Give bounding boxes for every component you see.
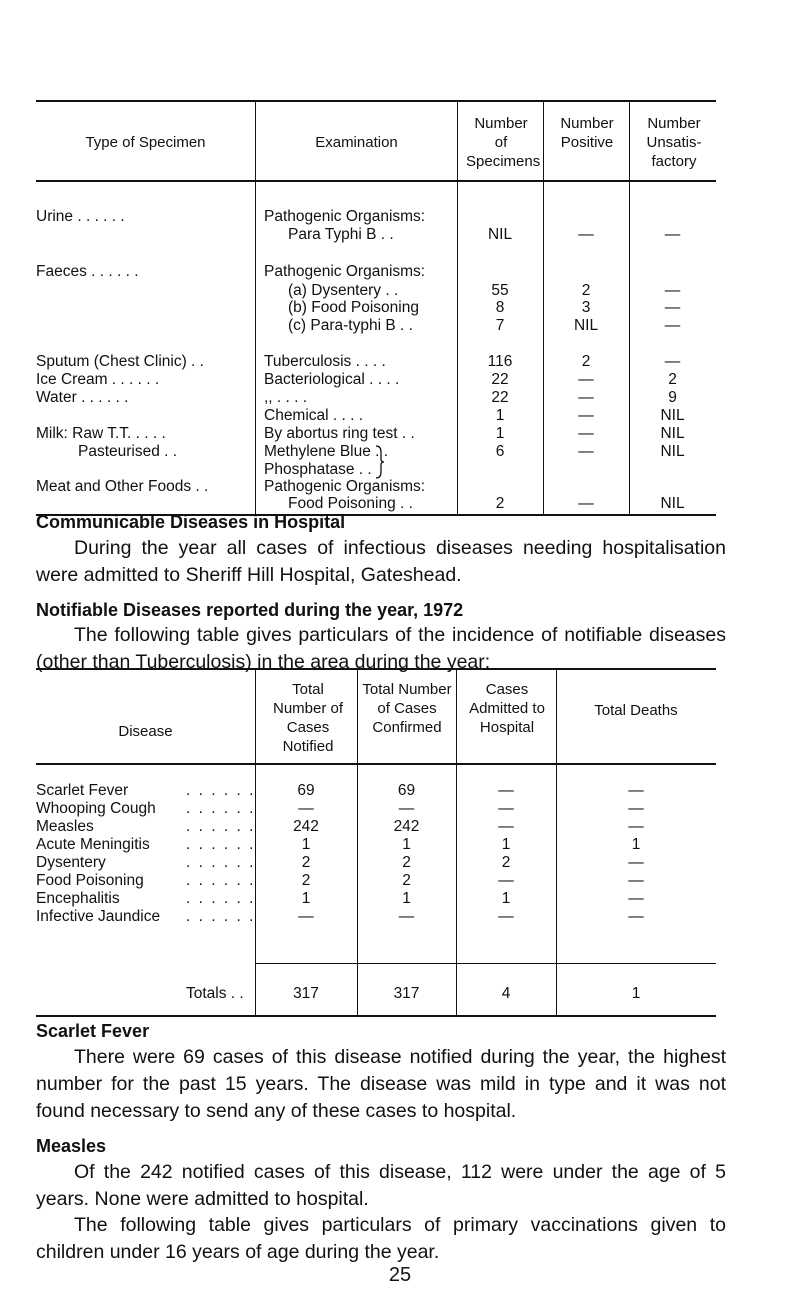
number-positive: —	[578, 226, 594, 243]
page-number: 25	[388, 1264, 412, 1286]
specimen-type: Urine . . . . . .	[36, 208, 125, 225]
header-rule	[36, 180, 716, 182]
disease-confirmed-cell: 242	[393, 818, 420, 835]
totals-rule	[255, 963, 716, 964]
disease-admitted-cell: —	[498, 818, 514, 835]
notifiable-section-text: The following table gives particulars of the incidence of notifiable diseases (other than Tuberculosis) in the area during the year:	[36, 624, 726, 673]
disease-name: Whooping Cough	[36, 800, 156, 817]
brace-icon	[374, 444, 386, 480]
header-examination: Examination	[315, 134, 398, 151]
number-positive: —	[578, 407, 594, 424]
totals-label: Totals . .	[186, 985, 244, 1002]
disease-confirmed-cell: 69	[397, 782, 416, 799]
leader-dots: . . . . . .	[186, 854, 256, 871]
leader-dots: . . . . . .	[186, 836, 256, 853]
disease-admitted-cell: —	[498, 872, 514, 889]
header-cases-notified: Total Number of Cases Notified	[272, 681, 344, 755]
disease-admitted-cell: 1	[501, 836, 511, 853]
disease-name: Food Poisoning	[36, 872, 144, 889]
scarlet-section-text: There were 69 cases of this disease notified during the year, the highest number for the past 15 years. The disease was mild in type and it was not found necessary to send any of these cases to hospital.	[36, 1046, 726, 1122]
number-of-specimens: 6	[495, 443, 505, 460]
examination: Phosphatase . .	[264, 461, 372, 478]
number-unsatisfactory: NIL	[660, 495, 685, 512]
examination-heading: Pathogenic Organisms:	[264, 478, 426, 495]
number-of-specimens: 22	[491, 389, 509, 406]
specimen-type: Meat and Other Foods . .	[36, 478, 209, 495]
total-admitted: 4	[501, 985, 511, 1002]
number-of-specimens: 116	[487, 353, 513, 370]
disease-deaths-cell: —	[628, 854, 644, 871]
number-unsatisfactory: —	[664, 317, 681, 334]
disease-name: Encephalitis	[36, 890, 120, 907]
specimen-type: Water . . . . . .	[36, 389, 129, 406]
leader-dots: . . . . . .	[186, 800, 256, 817]
header-disease: Disease	[118, 723, 173, 740]
examination: (c) Para-typhi B . .	[288, 317, 413, 334]
measles-section-title: Measles	[36, 1136, 107, 1156]
disease-confirmed-cell: 2	[402, 872, 411, 889]
number-of-specimens: 1	[495, 407, 505, 424]
disease-table	[36, 668, 716, 1017]
leader-dots: . . . . . .	[186, 908, 256, 925]
examination: Tuberculosis . . . .	[264, 353, 386, 370]
number-of-specimens: NIL	[487, 226, 513, 243]
measles-section-text: Of the 242 notified cases of this disease, 112 were under the age of 5 years. None were admitted to hospital.	[36, 1161, 726, 1210]
leader-dots: . . . . . .	[186, 872, 256, 889]
number-of-specimens: 2	[495, 495, 505, 512]
disease-name: Measles	[36, 818, 94, 835]
specimen-type: Sputum (Chest Clinic) . .	[36, 353, 204, 370]
hospital-section-text: During the year all cases of infectious diseases needing hospitalisation were admitted to Sheriff Hill Hospital, Gateshead.	[36, 537, 726, 586]
examination: Para Typhi B . .	[288, 226, 394, 243]
disease-deaths-cell: —	[628, 872, 644, 889]
disease-notified-cell: —	[298, 908, 314, 925]
number-positive: —	[578, 443, 594, 460]
number-positive: —	[578, 425, 594, 442]
disease-confirmed-cell: —	[398, 908, 415, 925]
disease-admitted-cell: —	[498, 782, 514, 799]
examination: By abortus ring test . .	[264, 425, 415, 442]
disease-notified-cell: 1	[301, 890, 311, 907]
examination: (a) Dysentery . .	[288, 282, 399, 299]
disease-confirmed-cell: 1	[402, 890, 411, 907]
number-unsatisfactory: 9	[668, 389, 677, 406]
hospital-section-title: Communicable Diseases in Hospital	[36, 512, 346, 532]
examination: Food Poisoning . .	[288, 495, 413, 512]
examination-heading: Pathogenic Organisms:	[264, 208, 426, 225]
number-unsatisfactory: NIL	[660, 443, 685, 460]
specimen-table	[36, 100, 716, 516]
number-unsatisfactory: —	[664, 353, 681, 370]
leader-dots: . . . . . .	[186, 890, 256, 907]
disease-notified-cell: 1	[301, 836, 311, 853]
disease-notified-cell: 69	[297, 782, 315, 799]
header-type-of-specimen: Type of Specimen	[85, 134, 206, 151]
disease-deaths-cell: —	[628, 908, 644, 925]
examination: (b) Food Poisoning	[288, 299, 419, 316]
header-total-deaths: Total Deaths	[594, 702, 678, 719]
disease-deaths-cell: —	[628, 890, 644, 907]
specimen-type: Faeces . . . . . .	[36, 263, 139, 280]
number-unsatisfactory: 2	[668, 371, 677, 388]
leader-dots: . . . . . .	[186, 782, 256, 799]
specimen-type: Ice Cream . . . . . .	[36, 371, 160, 388]
number-unsatisfactory: NIL	[660, 407, 685, 424]
examination: Chemical . . . .	[264, 407, 364, 424]
number-positive: —	[578, 495, 594, 512]
disease-admitted-cell: 2	[501, 854, 511, 871]
number-positive: 3	[581, 299, 591, 316]
scarlet-section-title: Scarlet Fever	[36, 1021, 150, 1041]
header-cases-admitted: Cases Admitted to Hospital	[469, 681, 545, 736]
disease-name: Infective Jaundice	[36, 908, 161, 925]
disease-notified-cell: 2	[301, 872, 311, 889]
disease-name: Dysentery	[36, 854, 106, 871]
vaccination-intro-text: The following table gives particulars of primary vaccinations given to children under 16 years of age during the year.	[36, 1214, 726, 1263]
examination: Methylene Blue . .	[264, 443, 389, 460]
disease-admitted-cell: —	[498, 800, 514, 817]
number-unsatisfactory: —	[664, 226, 681, 243]
header-number-of-specimens: Number of Specimens	[466, 115, 541, 170]
header-rule	[36, 763, 716, 765]
notifiable-section-title: Notifiable Diseases reported during the year, 1972	[36, 600, 464, 620]
disease-name: Scarlet Fever	[36, 782, 129, 799]
disease-notified-cell: 2	[301, 854, 311, 871]
number-of-specimens: 55	[491, 282, 509, 299]
number-unsatisfactory: NIL	[660, 425, 685, 442]
disease-admitted-cell: 1	[501, 890, 511, 907]
disease-deaths-cell: —	[628, 800, 644, 817]
disease-confirmed-cell: —	[398, 800, 415, 817]
number-unsatisfactory: —	[664, 282, 681, 299]
number-positive: 2	[581, 353, 591, 370]
disease-deaths-cell: —	[628, 782, 644, 799]
disease-notified-cell: 242	[293, 818, 319, 835]
examination: Bacteriological . . . .	[264, 371, 400, 388]
total-confirmed: 317	[393, 985, 420, 1002]
number-positive: —	[578, 371, 594, 388]
header-number-unsatisfactory: Number Unsatis- factory	[646, 115, 702, 170]
specimen-type: Pasteurised . .	[78, 443, 178, 460]
column-divider	[255, 102, 256, 514]
number-of-specimens: 1	[495, 425, 505, 442]
disease-name: Acute Meningitis	[36, 836, 150, 853]
examination: ,, . . . .	[264, 389, 308, 406]
disease-admitted-cell: —	[498, 908, 514, 925]
number-of-specimens: 8	[495, 299, 505, 316]
number-of-specimens: 7	[495, 317, 505, 334]
number-positive: NIL	[573, 317, 599, 334]
specimen-type: Milk: Raw T.T. . . . .	[36, 425, 166, 442]
disease-confirmed-cell: 1	[402, 836, 411, 853]
leader-dots: . . . . . .	[186, 818, 256, 835]
number-of-specimens: 22	[491, 371, 509, 388]
total-notified: 317	[293, 985, 319, 1002]
disease-deaths-cell: —	[628, 818, 644, 835]
disease-confirmed-cell: 2	[402, 854, 411, 871]
header-cases-confirmed: Total Number of Cases Confirmed	[362, 681, 452, 736]
disease-notified-cell: —	[298, 800, 314, 817]
number-positive: 2	[581, 282, 591, 299]
examination-heading: Pathogenic Organisms:	[264, 263, 426, 280]
number-positive: —	[578, 389, 594, 406]
total-deaths: 1	[631, 985, 641, 1002]
disease-deaths-cell: 1	[631, 836, 641, 853]
number-unsatisfactory: —	[664, 299, 681, 316]
header-number-positive: Number Positive	[560, 115, 614, 151]
